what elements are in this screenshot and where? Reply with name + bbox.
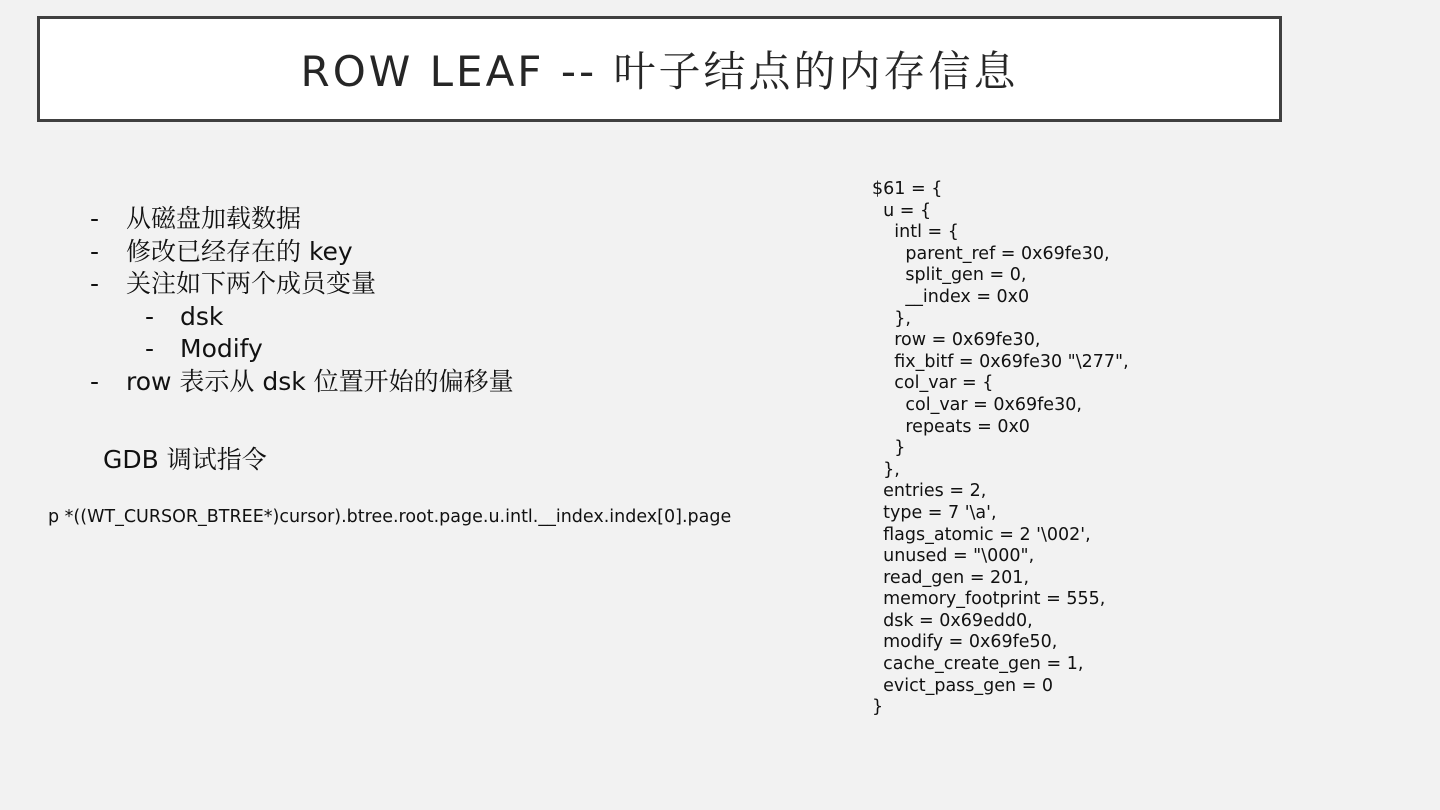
dump-line: split_gen = 0, xyxy=(872,265,1027,286)
dump-line: unused = "\000", xyxy=(872,546,1035,567)
dump-line: memory_footprint = 555, xyxy=(872,589,1106,610)
bullet-marker: - xyxy=(145,334,155,363)
bullet-marker: - xyxy=(90,269,100,298)
bullet-text: 修改已经存在的 key xyxy=(126,236,353,266)
dump-line: modify = 0x69fe50, xyxy=(872,632,1058,653)
dump-line: entries = 2, xyxy=(872,481,987,502)
dump-line: col_var = { xyxy=(872,373,994,394)
dump-line: repeats = 0x0 xyxy=(872,416,1030,437)
gdb-output-dump xyxy=(872,179,1129,719)
dump-line: fix_bitf = 0x69fe30 "\277", xyxy=(872,351,1129,372)
bullet-text: dsk xyxy=(180,301,224,331)
dump-line: }, xyxy=(872,459,900,480)
dump-line: col_var = 0x69fe30, xyxy=(872,394,1082,415)
dump-line: evict_pass_gen = 0 xyxy=(872,675,1054,696)
bullet-text: row 表示从 dsk 位置开始的偏移量 xyxy=(126,366,514,396)
dump-line: row = 0x69fe30, xyxy=(872,330,1041,351)
dump-line: u = { xyxy=(872,200,932,221)
bullet-text: 从磁盘加载数据 xyxy=(126,204,302,233)
dump-line: } xyxy=(872,438,906,459)
dump-line: read_gen = 201, xyxy=(872,567,1030,588)
bullet-marker: - xyxy=(145,301,155,331)
gdb-command: p *((WT_CURSOR_BTREE*)cursor).btree.root.page.u.intl.__index.index[0].page xyxy=(48,507,732,527)
dump-line: }, xyxy=(872,308,911,329)
dump-line: cache_create_gen = 1, xyxy=(872,654,1084,675)
dump-line: dsk = 0x69edd0, xyxy=(872,610,1033,631)
dump-line: parent_ref = 0x69fe30, xyxy=(872,243,1110,264)
dump-line: $61 = { xyxy=(872,179,943,199)
bullet-text: Modify xyxy=(180,334,263,363)
bullet-text: 关注如下两个成员变量 xyxy=(126,269,377,298)
gdb-heading: GDB 调试指令 xyxy=(103,445,267,474)
dump-line: type = 7 '\a', xyxy=(872,502,997,523)
bullet-marker: - xyxy=(90,236,100,266)
slide-title: ROW LEAF -- 叶子结点的内存信息 xyxy=(300,47,1019,96)
dump-line: __index = 0x0 xyxy=(872,286,1030,307)
dump-line: } xyxy=(872,697,884,718)
dump-line: flags_atomic = 2 '\002', xyxy=(872,524,1091,545)
bullet-marker: - xyxy=(90,366,100,396)
slide-title-box xyxy=(37,16,1282,122)
bullet-marker: - xyxy=(90,204,100,233)
dump-line: intl = { xyxy=(872,222,959,243)
